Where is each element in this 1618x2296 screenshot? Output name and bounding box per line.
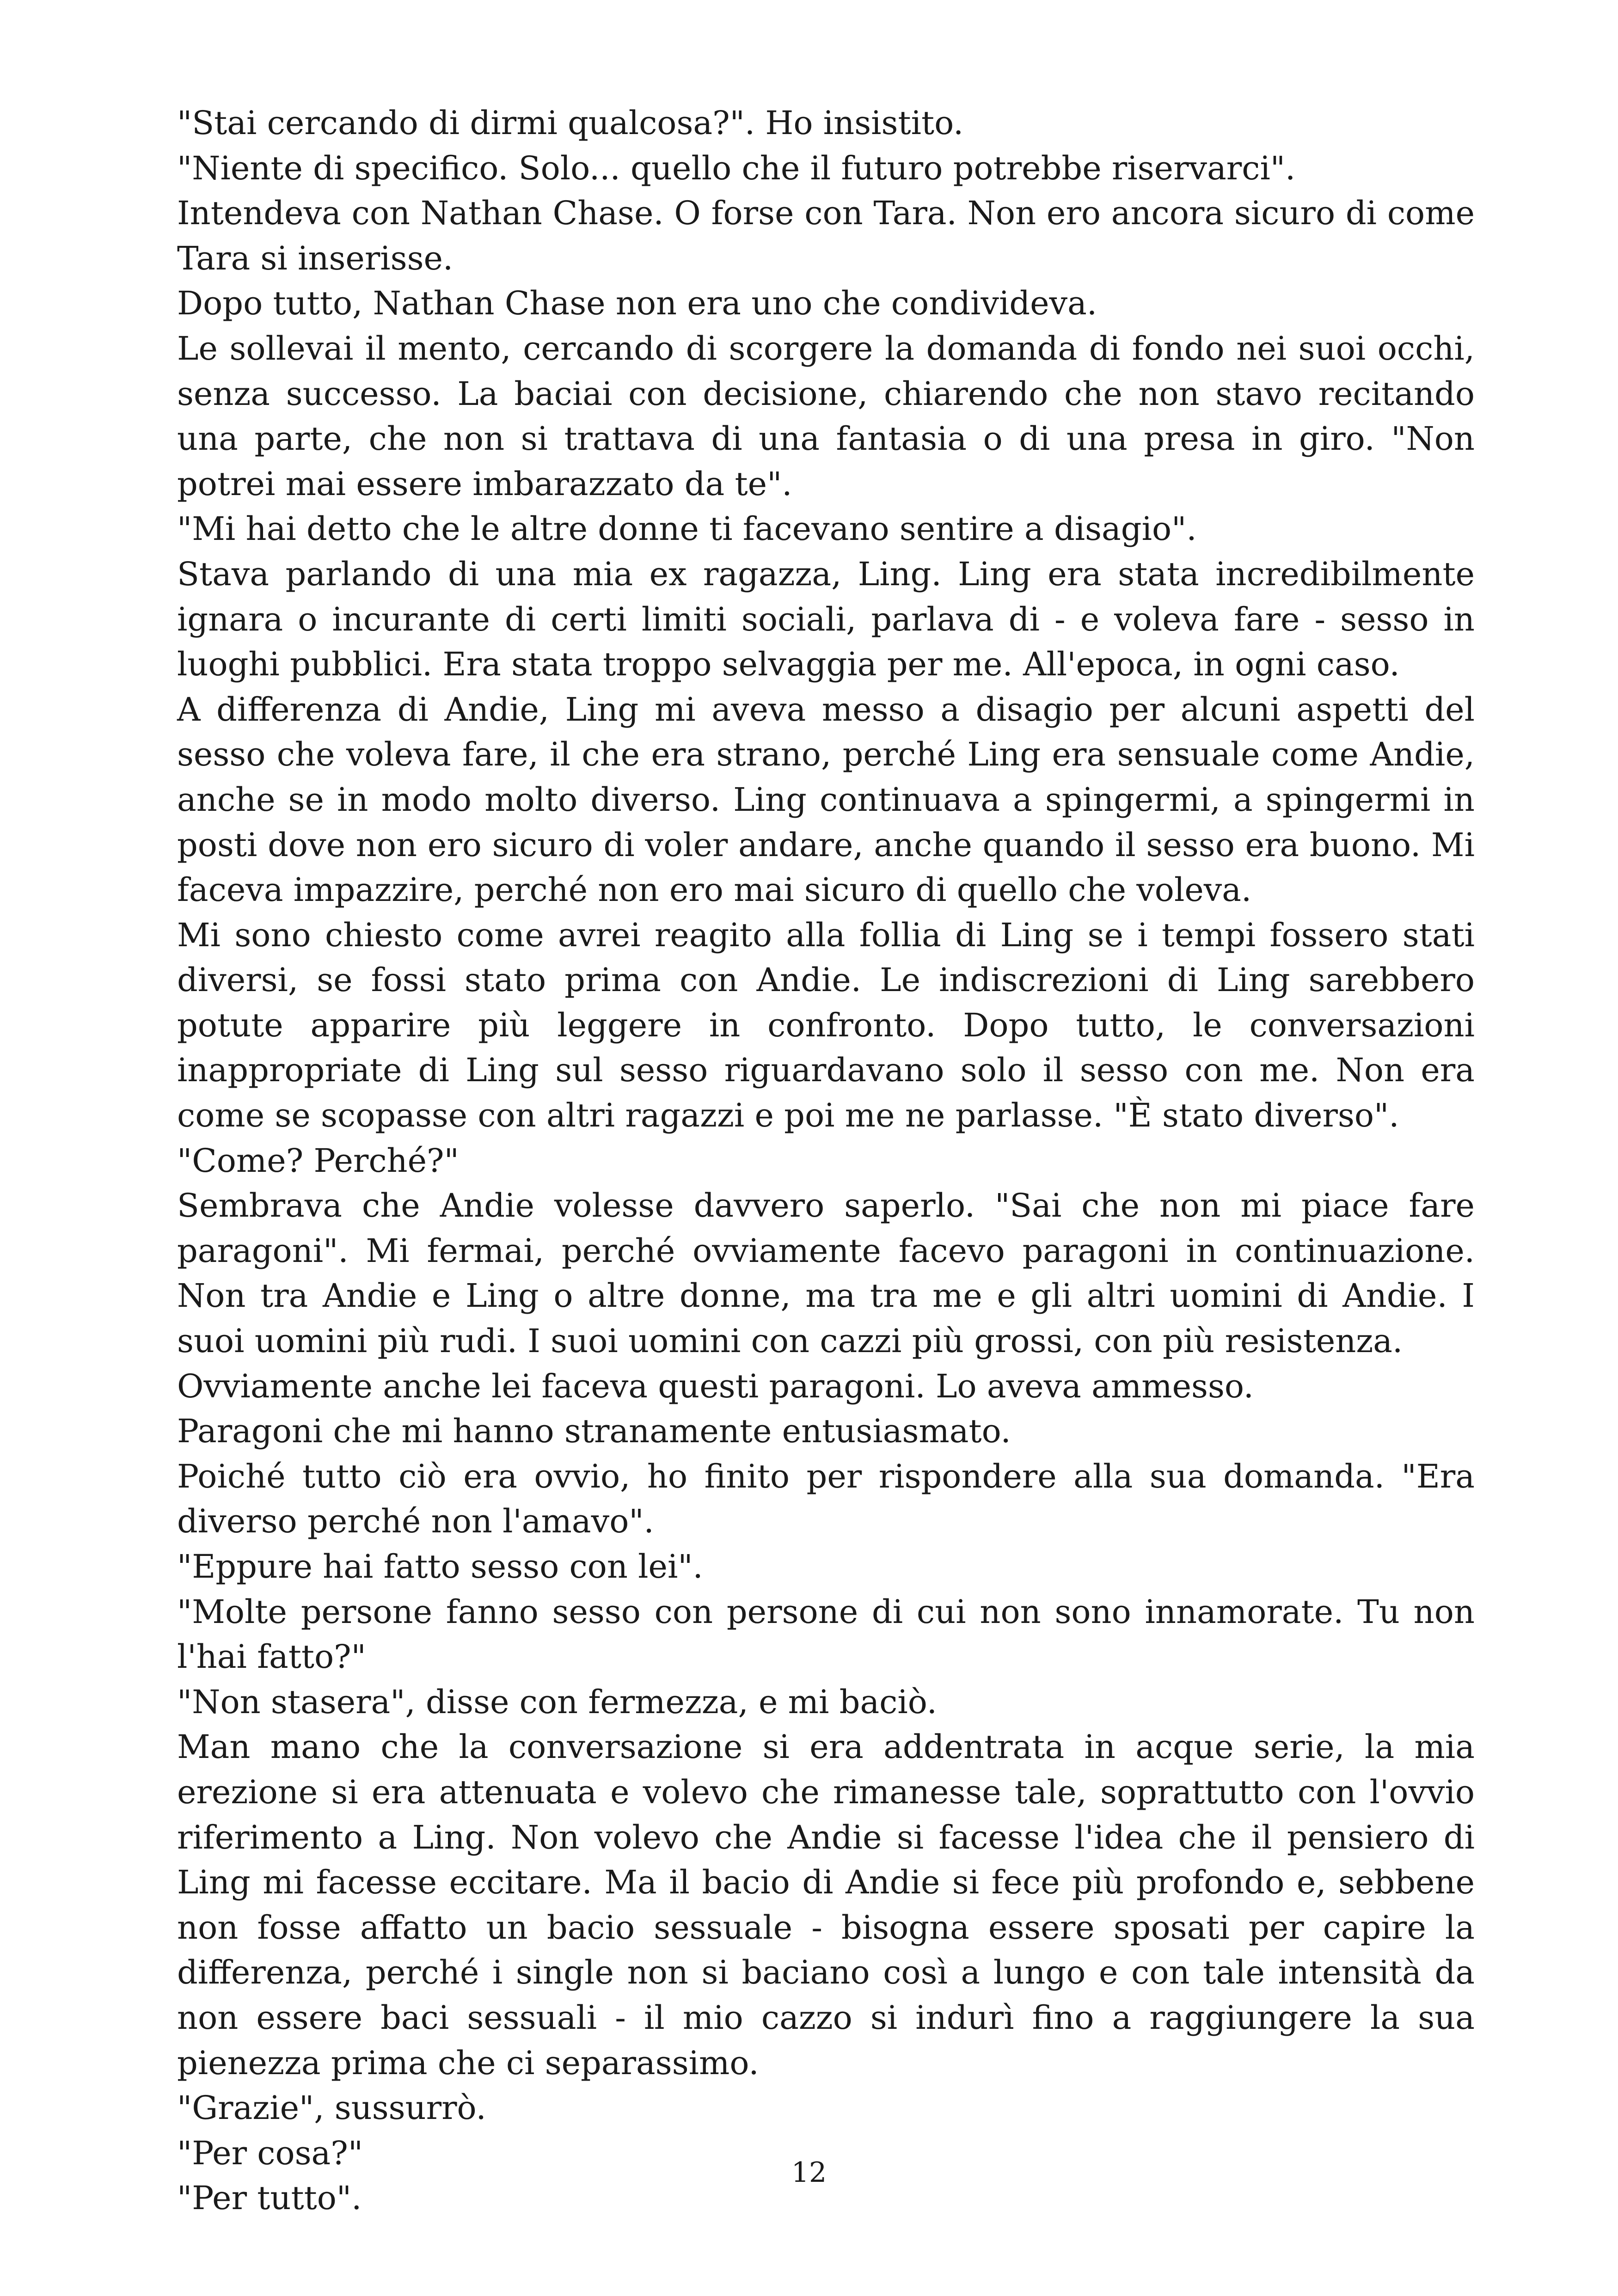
paragraph-2: "Niente di specifico. Solo... quello che il futuro potrebbe riservarci". — [177, 149, 1296, 187]
paragraph-9: Mi sono chiesto come avrei reagito alla follia di Ling se i tempi fossero stati diversi, se fossi stato prima con Andie. Le indiscrezioni di Ling sarebbero potute apparire più leggere in confronto. Dopo tutto, le conversazioni inappropriate di Ling sul sesso riguardavano solo il sesso con me. Non era come se scopasse con altri ragazzi e poi me ne parlasse. "È stato diverso". — [177, 916, 1475, 1135]
paragraph-5: Le sollevai il mento, cercando di scorgere la domanda di fondo nei suoi occhi, senza successo. La baciai con decisione, chiarendo che non stavo recitando una parte, che non si trattava di una fantasia o di una presa in giro. "Non potrei mai essere imbarazzato da te". — [177, 329, 1475, 503]
paragraph-21: "Per tutto". — [177, 2179, 362, 2217]
page-number: 12 — [791, 2156, 827, 2189]
paragraph-11: Sembrava che Andie volesse davvero saperlo. "Sai che non mi piace fare paragoni". Mi fermai, perché ovviamente facevo paragoni in continuazione. Non tra Andie e Ling o altre donne, ma tra me e gli altri uomini di Andie. I suoi uomini più rudi. I suoi uomini con cazzi più grossi, con più resistenza. — [177, 1187, 1475, 1360]
paragraph-18: Man mano che la conversazione si era addentrata in acque serie, la mia erezione si era attenuata e volevo che rimanesse tale, soprattutto con l'ovvio riferimento a Ling. Non volevo che Andie si facesse l'idea che il pensiero di Ling mi facesse eccitare. Ma il bacio di Andie si fece più profondo e, sebbene non fosse affatto un bacio sessuale - bisogna essere sposati per capire la differenza, perché i single non si baciano così a lungo e con tale intensità da non essere baci sessuali - il mio cazzo si indurì fino a raggiungere la sua pienezza prima che ci separassimo. — [177, 1728, 1475, 2082]
paragraph-12: Ovviamente anche lei faceva questi paragoni. Lo aveva ammesso. — [177, 1367, 1254, 1405]
page-body — [177, 101, 1475, 2221]
paragraph-14: Poiché tutto ciò era ovvio, ho finito per rispondere alla sua domanda. "Era diverso perché non l'amavo". — [177, 1457, 1475, 1541]
paragraph-4: Dopo tutto, Nathan Chase non era uno che condivideva. — [177, 284, 1097, 323]
paragraph-8: A differenza di Andie, Ling mi aveva messo a disagio per alcuni aspetti del sesso che voleva fare, il che era strano, perché Ling era sensuale come Andie, anche se in modo molto diverso. Ling continuava a spingermi, a spingermi in posti dove non ero sicuro di voler andare, anche quando il sesso era buono. Mi faceva impazzire, perché non ero mai sicuro di quello che voleva. — [177, 690, 1475, 909]
paragraph-1: "Stai cercando di dirmi qualcosa?". Ho insistito. — [177, 104, 964, 142]
paragraph-13: Paragoni che mi hanno stranamente entusiasmato. — [177, 1412, 1011, 1451]
paragraph-6: "Mi hai detto che le altre donne ti facevano sentire a disagio". — [177, 510, 1197, 548]
paragraph-16: "Molte persone fanno sesso con persone di cui non sono innamorate. Tu non l'hai fatto?" — [177, 1592, 1475, 1676]
paragraph-10: "Come? Perché?" — [177, 1141, 459, 1180]
paragraph-20: "Per cosa?" — [177, 2134, 363, 2172]
paragraph-3: Intendeva con Nathan Chase. O forse con Tara. Non ero ancora sicuro di come Tara si inserisse. — [177, 194, 1475, 277]
paragraph-15: "Eppure hai fatto sesso con lei". — [177, 1548, 703, 1586]
paragraph-17: "Non stasera", disse con fermezza, e mi baciò. — [177, 1683, 937, 1721]
paragraph-7: Stava parlando di una mia ex ragazza, Ling. Ling era stata incredibilmente ignara o incurante di certi limiti sociali, parlava di - e voleva fare - sesso in luoghi pubblici. Era stata troppo selvaggia per me. All'epoca, in ogni caso. — [177, 555, 1475, 684]
paragraph-19: "Grazie", sussurrò. — [177, 2089, 486, 2127]
